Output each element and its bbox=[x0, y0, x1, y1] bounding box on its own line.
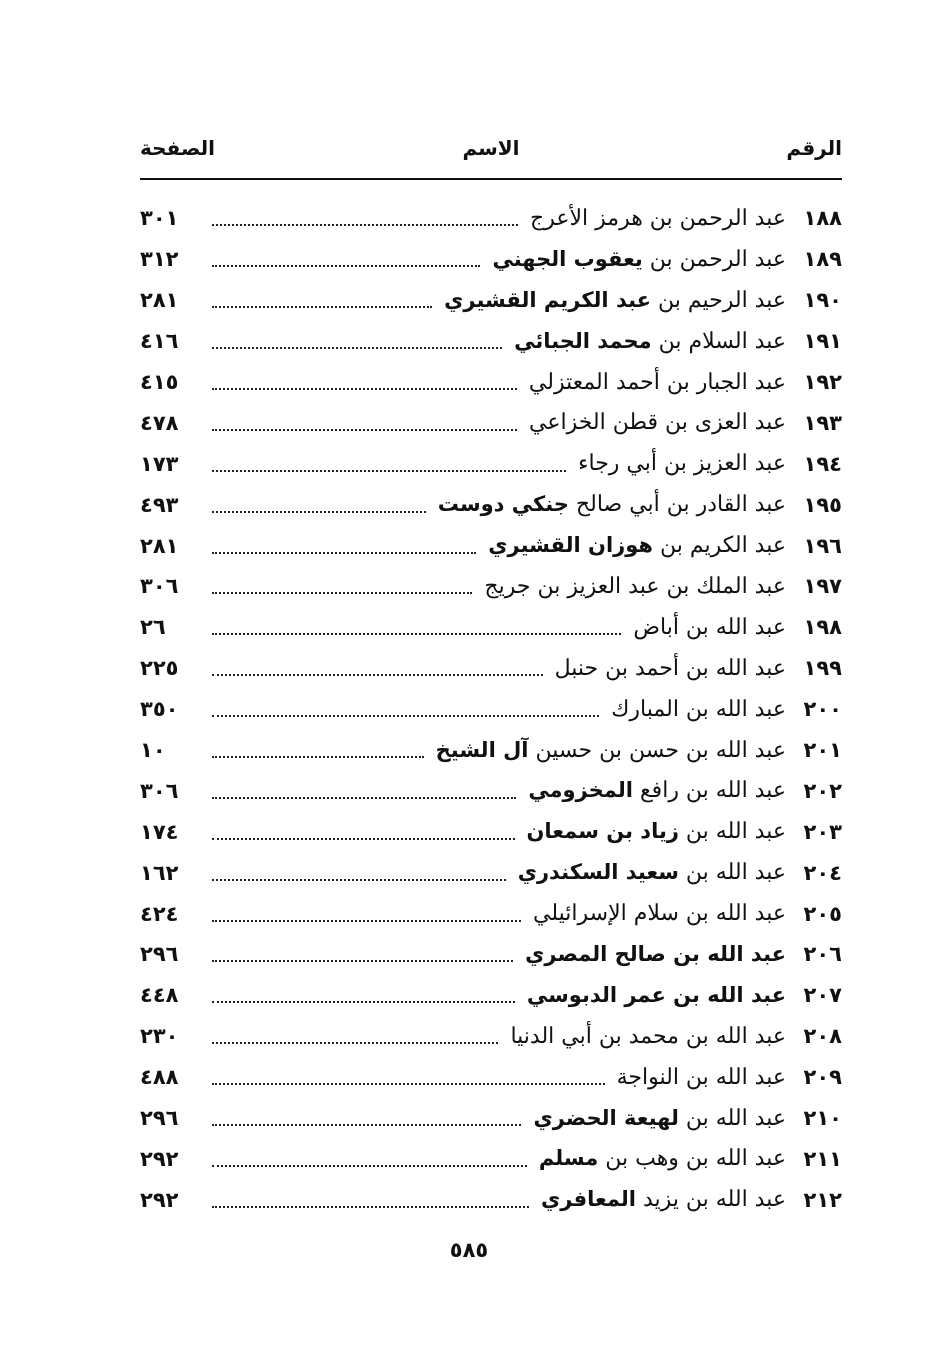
entry-name bbox=[625, 615, 786, 640]
entry-number: ٢٠١ bbox=[803, 738, 842, 763]
entry-name-plain: عبد الله بن وهب بن bbox=[598, 1146, 786, 1172]
list-item bbox=[140, 280, 842, 321]
dot-leader bbox=[212, 797, 516, 799]
entry-name bbox=[430, 492, 786, 517]
list-item bbox=[140, 689, 842, 730]
dot-leader bbox=[212, 1001, 515, 1003]
entry-page: ٢٩٦ bbox=[140, 942, 179, 967]
entry-number: ١٩٦ bbox=[803, 533, 842, 558]
entry-name bbox=[506, 329, 786, 354]
entry-name bbox=[525, 901, 786, 926]
entry-page: ٣٠٦ bbox=[140, 574, 179, 599]
entry-name-bold: آل الشيخ bbox=[435, 737, 529, 762]
dot-leader bbox=[212, 592, 472, 594]
entry-name-plain: عبد الله بن أحمد بن حنبل bbox=[554, 655, 786, 681]
entry-name-plain: عبد الله بن bbox=[678, 860, 786, 886]
entry-name-plain: عبد الله بن سلام الإسرائيلي bbox=[533, 901, 786, 927]
list-item bbox=[140, 811, 842, 852]
entry-page: ٣١٢ bbox=[140, 247, 179, 272]
entry-number: ١٩٧ bbox=[803, 574, 842, 599]
entry-number: ٢٠٢ bbox=[803, 778, 842, 803]
entry-page: ٢٩٢ bbox=[140, 1146, 179, 1171]
dot-leader bbox=[212, 756, 424, 758]
entry-name-plain: عبد الله بن النواجة bbox=[616, 1064, 786, 1090]
name-column-header: الاسم bbox=[462, 136, 520, 160]
entry-name-bold: محمد الجبائي bbox=[514, 328, 652, 353]
dot-leader bbox=[212, 715, 599, 717]
list-item bbox=[140, 607, 842, 648]
entry-number: ١٨٨ bbox=[803, 206, 842, 231]
list-item bbox=[140, 566, 842, 607]
entry-name bbox=[603, 697, 786, 722]
entry-page: ٤٤٨ bbox=[140, 983, 179, 1008]
dot-leader bbox=[212, 552, 476, 554]
dot-leader bbox=[212, 1124, 521, 1126]
entry-name-plain: عبد العزيز بن أبي رجاء bbox=[578, 451, 786, 477]
entry-page: ٢٣٠ bbox=[140, 1024, 179, 1049]
entry-name-plain: عبد الله بن bbox=[678, 819, 786, 845]
list-item bbox=[140, 770, 842, 811]
entry-number: ٢١١ bbox=[803, 1146, 842, 1171]
entry-page: ٢٨١ bbox=[140, 533, 179, 558]
entry-number: ٢٠٠ bbox=[803, 697, 842, 722]
dot-leader bbox=[212, 429, 517, 431]
entry-name-plain: عبد الرحيم بن bbox=[651, 287, 786, 313]
dot-leader bbox=[212, 1165, 527, 1167]
entry-name-plain: عبد الله بن يزيد bbox=[636, 1187, 786, 1213]
entry-number: ١٩٥ bbox=[803, 492, 842, 517]
entry-page: ٣٠٦ bbox=[140, 778, 179, 803]
list-item bbox=[140, 198, 842, 239]
dot-leader bbox=[212, 1206, 529, 1208]
entry-page: ٣٠١ bbox=[140, 206, 179, 231]
entry-page: ٤٢٤ bbox=[140, 901, 179, 926]
entry-page: ١٠ bbox=[140, 738, 166, 763]
entry-name bbox=[484, 247, 786, 272]
entry-page: ٢٨١ bbox=[140, 288, 179, 313]
list-item bbox=[140, 1138, 842, 1179]
list-item bbox=[140, 402, 842, 443]
entry-name-bold: يعقوب الجهني bbox=[492, 246, 643, 271]
entry-number: ١٩٠ bbox=[803, 288, 842, 313]
dot-leader bbox=[212, 1042, 498, 1044]
entry-name-plain: عبد الكريم بن bbox=[652, 533, 786, 559]
entry-name-bold: عبد الله بن عمر الدبوسي bbox=[526, 982, 786, 1007]
entry-name bbox=[476, 574, 786, 599]
entry-name bbox=[547, 656, 786, 681]
entry-name-plain: عبد الله بن المبارك bbox=[611, 696, 786, 722]
dot-leader bbox=[212, 470, 566, 472]
entry-page: ٢٩٦ bbox=[140, 1106, 179, 1131]
entry-page: ٢٦ bbox=[140, 615, 166, 640]
entry-name-bold: مسلم bbox=[538, 1146, 599, 1171]
dot-leader bbox=[212, 511, 426, 513]
list-item bbox=[140, 852, 842, 893]
list-item bbox=[140, 975, 842, 1016]
dot-leader bbox=[212, 306, 432, 308]
entry-name bbox=[480, 533, 786, 558]
entry-number: ١٩٢ bbox=[803, 370, 842, 394]
dot-leader bbox=[212, 838, 515, 840]
entry-page: ٢٩٢ bbox=[140, 1187, 179, 1212]
entry-page: ٤٨٨ bbox=[140, 1065, 179, 1090]
number-column-header: الرقم bbox=[786, 136, 842, 160]
entry-number: ٢٠٣ bbox=[803, 819, 842, 844]
dot-leader bbox=[212, 265, 480, 267]
list-item bbox=[140, 1179, 842, 1220]
entry-name bbox=[517, 942, 786, 967]
entry-number: ١٩٩ bbox=[803, 656, 842, 681]
list-item bbox=[140, 1016, 842, 1057]
entry-name-bold: عبد الله بن صالح المصري bbox=[525, 941, 786, 966]
list-item bbox=[140, 648, 842, 689]
entry-name-bold: جنكي دوست bbox=[437, 492, 569, 517]
dot-leader bbox=[212, 388, 517, 390]
entry-name bbox=[609, 1065, 786, 1090]
entry-name bbox=[428, 738, 786, 763]
page-column-header: الصفحة bbox=[140, 136, 216, 160]
entry-page: ٢٢٥ bbox=[140, 656, 179, 681]
entry-name bbox=[436, 288, 786, 313]
entry-name bbox=[533, 1187, 786, 1212]
entry-number: ٢٠٥ bbox=[803, 901, 842, 926]
list-item bbox=[140, 239, 842, 280]
list-item bbox=[140, 362, 842, 403]
table-header bbox=[140, 130, 842, 170]
dot-leader bbox=[212, 347, 502, 349]
list-item bbox=[140, 1098, 842, 1139]
entry-name-plain: عبد الله بن أباض bbox=[633, 614, 786, 640]
entry-number: ٢١٢ bbox=[803, 1187, 842, 1212]
entry-name-plain: عبد السلام بن bbox=[651, 328, 786, 354]
entry-name-plain: عبد الجبار بن أحمد المعتزلي bbox=[528, 369, 786, 395]
entry-name bbox=[570, 451, 786, 476]
entry-name-bold: لهيعة الحضري bbox=[533, 1105, 679, 1130]
entry-page: ٤١٥ bbox=[140, 370, 179, 394]
entry-name bbox=[519, 983, 786, 1008]
list-item bbox=[140, 893, 842, 934]
entry-name-bold: زياد بن سمعان bbox=[526, 819, 679, 844]
entry-page: ٤٧٨ bbox=[140, 410, 179, 435]
entry-page: ١٦٢ bbox=[140, 860, 179, 885]
dot-leader bbox=[212, 879, 506, 881]
entry-name-plain: عبد الله بن حسن بن حسين bbox=[528, 737, 786, 763]
list-item bbox=[140, 525, 842, 566]
entry-name-bold: سعيد السكندري bbox=[517, 860, 679, 885]
entry-name-plain: عبد الرحمن بن bbox=[642, 246, 786, 272]
entry-name bbox=[531, 1146, 786, 1171]
entry-number: ٢٠٤ bbox=[803, 860, 842, 885]
entry-name bbox=[521, 370, 786, 395]
dot-leader bbox=[212, 224, 518, 226]
entry-number: ١٨٩ bbox=[803, 247, 842, 272]
entry-number: ١٩٤ bbox=[803, 451, 842, 476]
list-item bbox=[140, 443, 842, 484]
dot-leader bbox=[212, 633, 621, 635]
list-item bbox=[140, 1057, 842, 1098]
dot-leader bbox=[212, 1083, 605, 1085]
entry-name-plain: عبد الله بن رافع bbox=[632, 778, 786, 804]
entry-number: ٢١٠ bbox=[803, 1106, 842, 1131]
entry-name-bold: عبد الكريم القشيري bbox=[444, 287, 651, 312]
entry-name-plain: عبد الله بن bbox=[678, 1105, 786, 1131]
entry-page: ٤٩٣ bbox=[140, 492, 179, 517]
dot-leader bbox=[212, 960, 513, 962]
list-item bbox=[140, 730, 842, 771]
entry-name bbox=[521, 410, 786, 435]
entry-name bbox=[525, 1106, 786, 1131]
entry-name-plain: عبد القادر بن أبي صالح bbox=[568, 492, 786, 518]
entry-number: ٢٠٦ bbox=[803, 942, 842, 967]
dot-leader bbox=[212, 920, 521, 922]
entry-page: ٣٥٠ bbox=[140, 697, 179, 722]
entry-number: ٢٠٩ bbox=[803, 1065, 842, 1090]
entry-name-bold: المعافري bbox=[541, 1187, 637, 1212]
entry-name-plain: عبد الله بن محمد بن أبي الدنيا bbox=[510, 1023, 786, 1049]
entry-number: ٢٠٨ bbox=[803, 1024, 842, 1049]
list-item bbox=[140, 321, 842, 362]
list-item bbox=[140, 934, 842, 975]
entry-name bbox=[522, 206, 786, 231]
header-divider bbox=[140, 178, 842, 180]
entry-number: ١٩٨ bbox=[803, 615, 842, 640]
entry-name-bold: المخزومي bbox=[528, 778, 633, 803]
entry-name bbox=[519, 819, 787, 844]
entry-name-bold: هوزان القشيري bbox=[488, 533, 653, 558]
entry-number: ١٩٣ bbox=[803, 410, 842, 435]
list-item bbox=[140, 484, 842, 525]
entry-page: ١٧٤ bbox=[140, 819, 179, 844]
index-list bbox=[140, 198, 842, 1220]
entry-name bbox=[520, 778, 786, 803]
entry-name bbox=[502, 1024, 786, 1049]
entry-number: ٢٠٧ bbox=[803, 983, 842, 1008]
entry-name-plain: عبد العزى بن قطن الخزاعي bbox=[529, 410, 786, 436]
entry-page: ٤١٦ bbox=[140, 329, 179, 354]
entry-name-plain: عبد الرحمن بن هرمز الأعرج bbox=[530, 205, 786, 231]
entry-number: ١٩١ bbox=[803, 329, 842, 354]
entry-page: ١٧٣ bbox=[140, 451, 179, 476]
entry-name bbox=[510, 860, 786, 885]
dot-leader bbox=[212, 674, 543, 676]
entry-name-plain: عبد الملك بن عبد العزيز بن جريج bbox=[484, 573, 786, 599]
page-number: ٥٨٥ bbox=[449, 1238, 489, 1262]
